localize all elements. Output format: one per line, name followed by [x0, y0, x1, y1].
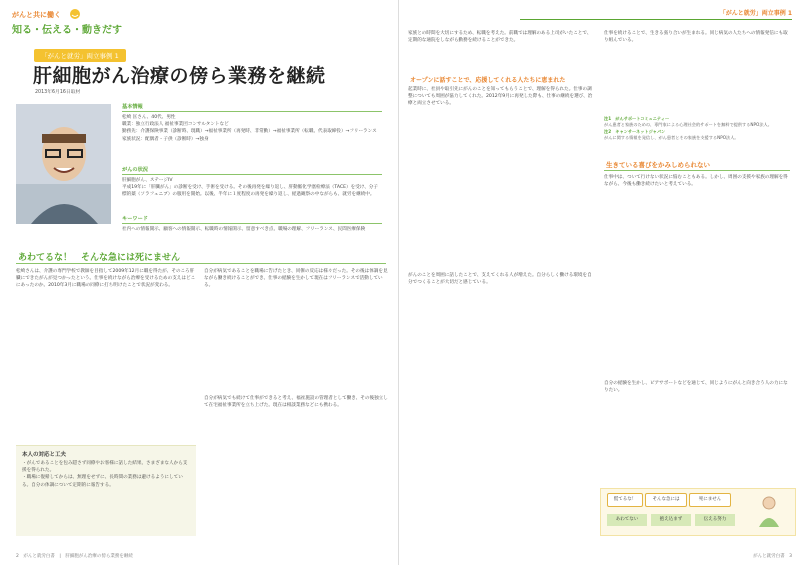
graphic-box-2: そんな急には: [645, 493, 687, 507]
section1-heading: あわてるな！ そんな急には死にません: [18, 253, 181, 263]
note-text-1: がん患者と家族のための、専門家による心理社会的サポートを無料で提供するNPO法人。: [604, 122, 772, 128]
left-page: [0, 0, 399, 565]
graphic-box-4: あわてない: [607, 514, 647, 526]
footer-left: 2 がんと就労白書 | 肝細胞がん治療の傍ら業務を継続: [16, 554, 133, 559]
profile-text: 松崎 匡さん、40代、男性 職業：独立行政法人 福祉事業団コンサルタントなど 勤務先：介護保険事業（診断時、現職）→福祉事業所（再発時、非常勤）→福祉事業所（転職、代表取締役）→フリーランス 家族状況：配偶者・子供（診断時）→独身: [122, 115, 377, 142]
logo-line1: がんと共に働く: [12, 11, 61, 19]
keyword-heading: キーワード: [122, 216, 148, 222]
note-title-2: 注2 キャンサーネットジャパン: [604, 128, 666, 134]
message-graphic: [600, 488, 796, 536]
logo: [10, 8, 122, 48]
profile-heading: 基本情報: [122, 104, 143, 110]
graphic-box-5: 抱え込まず: [651, 514, 691, 526]
right-body-f: 自分の経験を生かし、ピアサポートなどを通じて、同じようにがんと向き合う人の力になりたい。: [604, 381, 788, 394]
memo-text: ・がんであることを包み隠さず同僚やお客様に話した結果、さまざまな人から支援を得られた。 ・職場に復帰してからは、無理をせずに、長時間の業務は避けるようにしている。自分の体調について定期的に報告する。: [22, 461, 188, 488]
article-title: 肝細胞がん治療の傍ら業務を継続: [33, 65, 326, 87]
memo-title: 本人の対応と工夫: [22, 452, 67, 458]
section1-body-a: 松崎さんは、介護の専門学校で教師を目指して2009年12月に職を得たが、そのころ肝臓にできたがんが見つかったという。仕事を続けながら治療を受けるための支えはどこにあったのか。2010年3月に職場の同僚に打ち明けたことで状況が変わる。: [16, 269, 196, 289]
smile-icon: [68, 8, 82, 20]
section1-body-c: 自分が病気でも続けて仕事ができると考え、福祉施設の管理者として働き、その後独立して在宅福祉事業所を立ち上げた。現在は相談業務などにも携わる。: [204, 396, 388, 409]
right-body-e: 仕事中は、ついて行けない状況に悩むこともある。しかし、周囲の支援や家族の理解を得ながら、今後も働き続けたいと考えている。: [604, 175, 788, 188]
footer-right: がんと就労白書 3: [753, 554, 792, 559]
note-title-1: 注1 がんサポートコミュニティー: [604, 116, 670, 121]
right-body-a: 家族との時間を大切にするため、転職を考えた。前職では理解のある上司がいたことで、定期的な通院をしながら勤務を続けることができた。: [408, 31, 592, 44]
right-header-label: 「がんと就労」両立事例 1: [719, 10, 792, 17]
section1-body-b: 自分が病気であることを職場に告げたとき、同僚の反応は様々だった。その後は体調を見ながら働き続けることができ、仕事の経験を生かして現在はフリーランスで活動している。: [204, 269, 388, 289]
divider: [604, 170, 790, 171]
notes: [604, 116, 790, 154]
divider: [122, 174, 382, 175]
sub-heading-2: 生きている喜びをかみしめられない: [606, 161, 710, 169]
illness-text: 肝細胞がん、ステージIV 平成19年に「肝臓がん」の診断を受け、手術を受ける。その後再発を繰り返し、肝動脈化学塞栓療法（TACE）を受け、分子標的薬（ソラフェニブ）の服用を開始。以後、半年に１度程度の再発を繰り返し、経過観察の中ながらも、就労を継続中。: [122, 178, 378, 198]
note-text-2: がんに関する情報を発信し、がん患者とその家族を支援するNPO法人。: [604, 134, 739, 140]
illness-heading: がんの状況: [122, 167, 148, 173]
article-date: 2013年6月16日取材: [35, 90, 81, 95]
right-body-d: 仕事を続けることで、生きる張り合いが生まれる。同じ病気の人たちへの情報発信にも取り組んでいる。: [604, 31, 788, 44]
divider: [16, 263, 386, 264]
right-page: [400, 0, 800, 565]
graphic-box-3: 死にません: [689, 493, 731, 507]
divider: [122, 111, 382, 112]
logo-line2: 知る・伝える・動きだす: [12, 25, 122, 36]
memo-box: [16, 445, 196, 536]
graphic-box-6: 伝える努力: [695, 514, 735, 526]
divider: [122, 223, 382, 224]
right-body-b: 起業時に、社員や取引先にがんのことを知ってもらうことで、理解を得られた。仕事の調整についても周囲が協力してくれた。2012年9月に再発した際も、仕事の継続を選び、治療と両立させている。: [408, 87, 593, 107]
case-badge: 「がんと就労」両立事例 1: [34, 49, 126, 62]
graphic-box-1: 慌てるな！: [607, 493, 643, 507]
keyword-text: 社内への情報開示、顧客への情報開示、転職時の情報開示、留意すべき点、職場の理解、フリーランス、民間医療保険: [122, 227, 366, 232]
person-illustration-icon: [751, 493, 787, 529]
right-body-c: がんのことを周囲に話したことで、支えてくれる人が増えた。自分らしく働ける環境を自分でつくることが大切だと感じている。: [408, 273, 592, 286]
sub-heading-1: オープンに話すことで、応援してくれる人たちに恵まれた: [410, 77, 566, 84]
header-divider: [520, 19, 792, 20]
person-photo: [16, 104, 111, 224]
